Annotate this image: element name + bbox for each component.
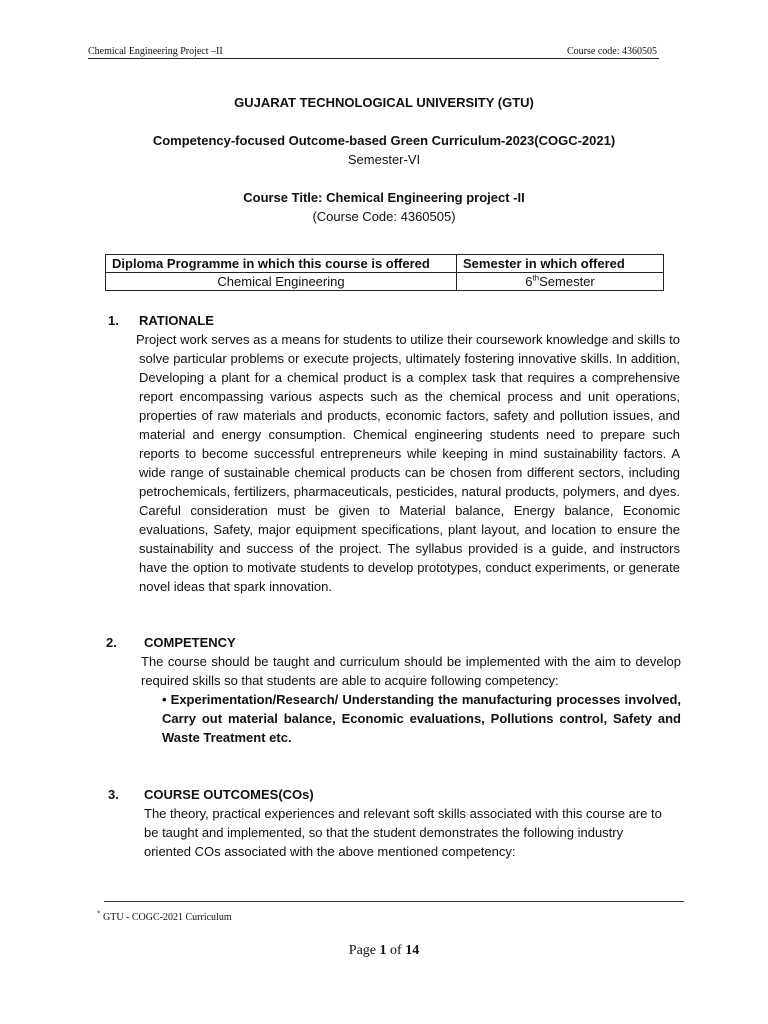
- semester-label: Semester-VI: [347, 152, 421, 167]
- section-number-competency: 2.: [106, 635, 117, 650]
- table-header-semester: Semester in which offered: [457, 255, 664, 273]
- page-of: of: [386, 943, 406, 958]
- table-cell-semester: [457, 273, 664, 291]
- section-number-outcomes: 3.: [108, 787, 119, 802]
- running-header-title: Chemical Engineering Project –II: [88, 46, 223, 57]
- semester-number: 6: [525, 274, 533, 289]
- rationale-paragraph: Project work serves as a means for students to utilize their coursework knowledge and skills to solve particular problems or execute projects, ultimately fostering innovative skills. In addition, Developing a plant for a chemical product is a complex task that requires a comprehensive report encompassing various aspects such as the chemical process and unit operations, properties of raw materials and products, economic factors, safety and pollution issues, and material and energy consumption. Chemical engineering students need to prepare such reports to become successful entrepreneurs while keeping in mind sustainability factors. A wide range of sustainable chemical products can be chosen from different sectors, including petrochemicals, fertilizers, pharmaceuticals, pesticides, natural products, polymers, and dyes. Careful consideration must be given to Material balance, Energy balance, Economic evaluations, Safety, major equipment specifications, plant layout, and location to ensure the sustainability and success of the project. The syllabus provided is a guide, and instructors have the option to motivate students to develop prototypes, conduct experiments, or generate novel ideas that spark innovation.: [136, 332, 680, 594]
- section-number-rationale: 1.: [108, 313, 119, 328]
- outcomes-paragraph: The theory, practical experiences and relevant soft skills associated with this course are to be taught and implemented, so that the student demonstrates the following industry oriented COs associated with the above mentioned competency:: [144, 806, 662, 859]
- page-current: 1: [379, 943, 387, 958]
- footnote-text: GTU - COGC-2021 Curriculum: [103, 912, 232, 923]
- semester-word: Semester: [539, 274, 595, 289]
- curriculum-title: Competency-focused Outcome-based Green Curriculum-2023(COGC-2021): [152, 133, 616, 148]
- table-cell-programme: Chemical Engineering: [106, 273, 457, 291]
- programme-table: [105, 254, 664, 291]
- competency-bullet: • Experimentation/Research/ Understanding the manufacturing processes involved, Carry out material balance, Economic evaluations, Pollutions control, Safety and Waste Treatment etc.: [162, 692, 681, 745]
- section-heading-competency: COMPETENCY: [144, 635, 236, 650]
- semester-ordinal: th: [532, 273, 540, 283]
- footnote: [97, 909, 232, 923]
- header-divider: [88, 58, 659, 59]
- footnote-mark: *: [97, 909, 101, 918]
- running-header-course-code: Course code: 4360505: [567, 46, 657, 57]
- section-heading-outcomes: COURSE OUTCOMES(COs): [144, 787, 314, 802]
- page-total: 14: [405, 943, 420, 958]
- university-title: GUJARAT TECHNOLOGICAL UNIVERSITY (GTU): [234, 95, 534, 110]
- page-prefix: Page: [348, 943, 380, 958]
- section-heading-rationale: RATIONALE: [139, 313, 214, 328]
- page-number: [0, 943, 768, 959]
- table-row: [106, 273, 664, 291]
- course-code: (Course Code: 4360505): [312, 209, 456, 224]
- competency-paragraph: The course should be taught and curriculum should be implemented with the aim to develop required skills so that students are able to acquire following competency:: [141, 654, 681, 688]
- table-header-programme: Diploma Programme in which this course is offered: [106, 255, 457, 273]
- table-header-row: [106, 255, 664, 273]
- footnote-divider: [104, 901, 684, 902]
- course-title: Course Title: Chemical Engineering project -II: [243, 190, 525, 205]
